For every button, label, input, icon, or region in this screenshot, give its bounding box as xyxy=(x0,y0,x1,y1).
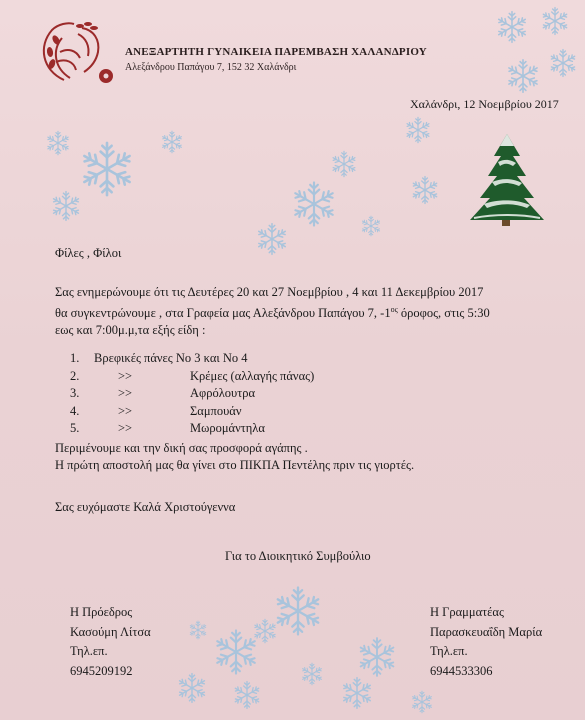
closing-line: Η πρώτη αποστολή μας θα γίνει στο ΠΙΚΠΑ Πεντέλης πριν τις γιορτές. xyxy=(55,458,415,472)
item-list xyxy=(70,350,314,438)
intro-line: Σας ενημερώνουμε ότι τις Δευτέρες 20 και 27 Νοεμβρίου , 4 και 11 Δεκεμβρίου 2017 xyxy=(55,285,484,299)
item-number: 1. xyxy=(70,351,80,365)
phone-number: 6944533306 xyxy=(430,663,493,678)
intro-text: όροφος, στις 5:30 xyxy=(397,306,490,321)
closing-paragraph xyxy=(55,440,414,474)
closing-line: Περιμένουμε και την δική σας προσφορά αγάπης . xyxy=(55,441,308,455)
greeting: Φίλες , Φίλοι xyxy=(55,246,122,260)
item-number: 4. xyxy=(70,403,80,418)
intro-line xyxy=(55,301,555,322)
signature-secretary xyxy=(430,603,542,681)
signature-president xyxy=(70,603,151,681)
season-wishes: Σας ευχόμαστε Καλά Χριστούγεννα xyxy=(55,500,236,514)
item-ditto-mark: >> xyxy=(118,386,133,400)
snowflake-icon xyxy=(540,6,570,36)
snowflake-icon xyxy=(255,222,289,256)
snowflake-icon xyxy=(505,58,541,94)
list-item xyxy=(70,403,314,421)
snowflake-icon xyxy=(160,130,184,154)
board-signoff: Για το Διοικητικό Συμβούλιο xyxy=(225,549,371,563)
signatory-role: Η Πρόεδρος xyxy=(70,605,133,619)
item-ditto-mark: >> xyxy=(118,403,133,418)
snowflake-icon xyxy=(360,215,382,237)
snowflake-icon xyxy=(290,180,338,228)
snowflake-icon xyxy=(330,150,358,178)
snowflake-icon xyxy=(252,618,278,644)
list-item xyxy=(70,350,314,368)
intro-paragraph xyxy=(55,284,555,339)
snowflake-icon xyxy=(410,690,434,714)
list-item xyxy=(70,368,314,386)
item-text: Βρεφικές πάνες Νο 3 και Νο 4 xyxy=(94,351,248,365)
intro-line: εως και 7:00μ.μ,τα εξής είδη : xyxy=(55,323,206,338)
item-text: Αφρόλουτρα xyxy=(190,386,256,400)
item-text: Μωρομάντηλα xyxy=(190,421,265,435)
phone-number: 6945209192 xyxy=(70,663,133,678)
signatory-name: Παρασκευαΐδη Μαρία xyxy=(430,624,543,639)
snowflake-icon xyxy=(356,636,398,678)
item-number: 5. xyxy=(70,421,80,435)
snowflake-icon xyxy=(300,662,324,686)
snowflake-icon xyxy=(176,672,208,704)
item-ditto-mark: >> xyxy=(118,421,133,435)
organization-address: Αλεξάνδρου Παπάγου 7, 152 32 Χαλάνδρι xyxy=(125,62,297,73)
signatory-name: Κασούμη Λίτσα xyxy=(70,624,151,639)
item-text: Κρέμες (αλλαγής πάνας) xyxy=(190,368,315,383)
item-text: Σαμπουάν xyxy=(190,403,242,418)
phone-label: Τηλ.επ. xyxy=(430,644,468,658)
snowflake-icon xyxy=(50,190,82,222)
item-ditto-mark: >> xyxy=(118,368,133,383)
signatory-role: Η Γραμματέας xyxy=(430,605,504,619)
snowflake-icon xyxy=(45,130,71,156)
intro-text: θα συγκεντρώνουμε , στα Γραφεία μας Αλεξάνδρου Παπάγου 7, -1 xyxy=(55,306,391,321)
snowflake-icon xyxy=(404,116,432,144)
snowflake-icon xyxy=(188,620,208,640)
letter-date: Χαλάνδρι, 12 Νοεμβρίου 2017 xyxy=(410,97,559,111)
item-number: 2. xyxy=(70,368,80,383)
christmas-tree-icon xyxy=(468,132,546,230)
list-item xyxy=(70,420,314,438)
item-number: 3. xyxy=(70,386,80,400)
list-item xyxy=(70,385,314,403)
snowflake-icon xyxy=(410,175,440,205)
snowflake-icon xyxy=(272,585,324,637)
ordinal-suffix: ος xyxy=(390,305,398,314)
snowflake-icon xyxy=(78,140,136,198)
phone-label: Τηλ.επ. xyxy=(70,644,108,658)
snowflake-icon xyxy=(232,680,262,710)
snowflake-icon xyxy=(340,676,374,710)
organization-name: ΑΝΕΞΑΡΤΗΤΗ ΓΥΝΑΙΚΕΙΑ ΠΑΡΕΜΒΑΣΗ ΧΑΛΑΝΔΡΙΟΥ xyxy=(125,46,427,58)
organization-logo-icon xyxy=(34,18,124,88)
snowflake-icon xyxy=(495,10,529,44)
snowflake-icon xyxy=(548,48,578,78)
